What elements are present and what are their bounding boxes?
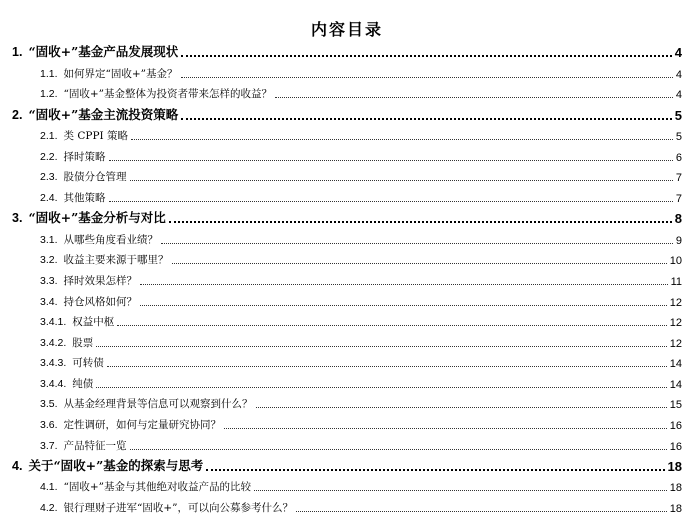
dot-leader: [107, 366, 667, 367]
toc-entry-label: [40, 479, 251, 495]
dot-leader: [275, 97, 673, 98]
toc-entry-text: 纯债: [72, 377, 94, 390]
toc-entry-page: 4: [675, 89, 682, 102]
toc-entry-number: 1.: [12, 45, 23, 60]
dot-leader: [130, 449, 667, 450]
toc-entry-page: 18: [669, 503, 682, 516]
toc-entry-number: 3.: [12, 211, 23, 226]
toc-entry-number: 3.4.: [40, 295, 58, 308]
dot-leader: [109, 160, 673, 161]
toc-entry-page: 4: [674, 45, 682, 61]
toc-entry-number: 4.: [12, 458, 23, 473]
toc-list: [12, 40, 682, 516]
toc-entry-label: [40, 294, 137, 310]
toc-entry[interactable]: [12, 248, 682, 269]
toc-entry-number: 3.7.: [40, 439, 58, 452]
toc-entry-text: “固收+”基金主流投资策略: [28, 106, 179, 122]
toc-entry[interactable]: [12, 227, 682, 248]
dot-leader: [254, 490, 667, 491]
toc-entry-label: [40, 169, 127, 185]
toc-entry-number: 3.5.: [40, 398, 58, 411]
toc-entry-text: 银行理财子进军“固收+”，可以向公募参考什么？: [63, 502, 294, 515]
dot-leader: [206, 469, 664, 471]
toc-entry[interactable]: [12, 289, 682, 310]
toc-entry-text: “固收+”基金与其他绝对收益产品的比较: [63, 481, 252, 494]
toc-entry[interactable]: [12, 124, 682, 145]
dot-leader: [96, 346, 666, 347]
toc-entry[interactable]: [12, 206, 682, 227]
toc-entry[interactable]: [12, 82, 682, 103]
toc-entry-page: 18: [667, 458, 682, 474]
toc-entry-page: 5: [674, 107, 682, 123]
toc-entry-page: 7: [675, 192, 682, 205]
toc-entry-label: [40, 500, 293, 516]
toc-entry-text: 定性调研，如何与定量研究协同？: [63, 419, 222, 432]
toc-entry-page: 12: [669, 296, 682, 309]
toc-entry-number: 2.1.: [40, 130, 58, 143]
toc-entry-page: 15: [669, 399, 682, 412]
toc-entry-text: 择时策略: [63, 150, 106, 163]
toc-entry-label: [12, 456, 203, 475]
toc-entry-number: 1.2.: [40, 88, 58, 101]
toc-entry-text: 持仓风格如何？: [63, 295, 138, 308]
toc-entry-number: 2.2.: [40, 150, 58, 163]
toc-entry-page: 12: [669, 337, 682, 350]
dot-leader: [109, 201, 673, 202]
toc-entry-number: 1.1.: [40, 67, 58, 80]
toc-entry-page: 11: [670, 275, 682, 288]
toc-entry-text: “固收+”基金整体为投资者带来怎样的收益？: [63, 88, 273, 101]
toc-entry[interactable]: [12, 433, 682, 454]
toc-entry-label: [12, 42, 178, 61]
toc-entry-text: 如何界定“固收+”基金？: [63, 67, 178, 80]
dot-leader: [140, 305, 667, 306]
toc-entry-text: 其他策略: [63, 191, 106, 204]
toc-entry-number: 3.4.4.: [40, 377, 67, 390]
toc-entry-page: 5: [675, 131, 682, 144]
toc-entry-number: 4.1.: [40, 481, 58, 494]
toc-entry[interactable]: [12, 371, 682, 392]
toc-entry-page: 6: [675, 151, 682, 164]
dot-leader: [224, 428, 667, 429]
toc-entry-text: 类 CPPI 策略: [63, 130, 129, 143]
toc-entry-number: 3.3.: [40, 274, 58, 287]
toc-entry-label: [40, 376, 93, 392]
toc-entry[interactable]: [12, 454, 682, 475]
toc-entry[interactable]: [12, 475, 682, 496]
toc-entry-text: 产品特征一览: [63, 439, 127, 452]
dot-leader: [117, 325, 666, 326]
dot-leader: [140, 284, 668, 285]
toc-entry-text: “固收+”基金产品发展现状: [28, 44, 179, 60]
toc-entry-label: [40, 190, 106, 206]
toc-entry-number: 3.2.: [40, 254, 58, 267]
dot-leader: [169, 221, 672, 223]
toc-entry-text: 可转债: [72, 357, 104, 370]
toc-entry-page: 7: [675, 172, 682, 185]
toc-entry-label: [40, 149, 106, 165]
dot-leader: [181, 118, 671, 120]
toc-entry-number: 2.3.: [40, 171, 58, 184]
toc-entry[interactable]: [12, 268, 682, 289]
toc-entry[interactable]: [12, 351, 682, 372]
toc-entry-label: [40, 232, 158, 248]
toc-entry[interactable]: [12, 102, 682, 123]
toc-entry[interactable]: [12, 185, 682, 206]
toc-entry-text: 关于“固收+”基金的探索与思考: [28, 457, 204, 473]
toc-entry-page: 14: [669, 378, 682, 391]
toc-entry-text: 权益中枢: [72, 316, 115, 329]
toc-entry-text: “固收+”基金分析与对比: [28, 210, 166, 226]
toc-entry-number: 3.4.3.: [40, 357, 67, 370]
toc-entry-label: [40, 128, 128, 144]
toc-entry[interactable]: [12, 330, 682, 351]
dot-leader: [181, 55, 671, 57]
dot-leader: [96, 387, 666, 388]
toc-entry-page: 10: [669, 255, 682, 268]
toc-entry-number: 3.4.1.: [40, 316, 67, 329]
dot-leader: [256, 407, 667, 408]
dot-leader: [130, 180, 673, 181]
toc-entry[interactable]: [12, 310, 682, 331]
toc-entry-text: 择时效果怎样？: [63, 274, 138, 287]
toc-entry-text: 股债分仓管理: [63, 171, 127, 184]
toc-entry-label: [40, 355, 104, 371]
toc-entry[interactable]: [12, 144, 682, 165]
toc-entry-page: 12: [669, 317, 682, 330]
toc-entry-text: 收益主要来源于哪里？: [63, 254, 169, 267]
toc-entry-number: 3.1.: [40, 233, 58, 246]
dot-leader: [161, 243, 673, 244]
toc-entry-page: 14: [669, 358, 682, 371]
toc-entry-number: 2.: [12, 107, 23, 122]
toc-entry-label: [40, 66, 178, 82]
toc-entry-page: 18: [669, 482, 682, 495]
toc-entry-label: [12, 105, 178, 124]
toc-entry-page: 4: [675, 68, 682, 81]
toc-title: 内容目录: [310, 20, 383, 39]
toc-entry[interactable]: [12, 392, 682, 413]
toc-entry-text: 股票: [72, 336, 94, 349]
toc-entry-label: [12, 208, 166, 227]
toc-entry-label: [40, 396, 253, 412]
toc-entry-number: 3.4.2.: [40, 336, 67, 349]
toc-entry-text: 从基金经理背景等信息可以观察到什么？: [63, 398, 253, 411]
dot-leader: [131, 139, 673, 140]
toc-entry-label: [40, 335, 93, 351]
toc-entry-page: 16: [669, 440, 682, 453]
toc-entry-label: [40, 273, 137, 289]
toc-entry-label: [40, 417, 221, 433]
toc-entry[interactable]: [12, 412, 682, 433]
toc-entry[interactable]: [12, 165, 682, 186]
toc-entry[interactable]: [12, 40, 682, 61]
toc-entry-label: [40, 252, 169, 268]
toc-entry-label: [40, 314, 114, 330]
toc-entry-label: [40, 86, 272, 102]
toc-entry-number: 4.2.: [40, 502, 58, 515]
toc-entry[interactable]: [12, 61, 682, 82]
toc-entry-number: 2.4.: [40, 191, 58, 204]
toc-entry-page: 8: [674, 211, 682, 227]
toc-entry-page: 16: [669, 420, 682, 433]
dot-leader: [296, 511, 667, 512]
toc-entry-page: 9: [675, 234, 682, 247]
toc-entry-text: 从哪些角度看业绩？: [63, 233, 159, 246]
toc-entry-number: 3.6.: [40, 419, 58, 432]
dot-leader: [172, 263, 667, 264]
dot-leader: [181, 77, 673, 78]
toc-entry-label: [40, 438, 127, 454]
